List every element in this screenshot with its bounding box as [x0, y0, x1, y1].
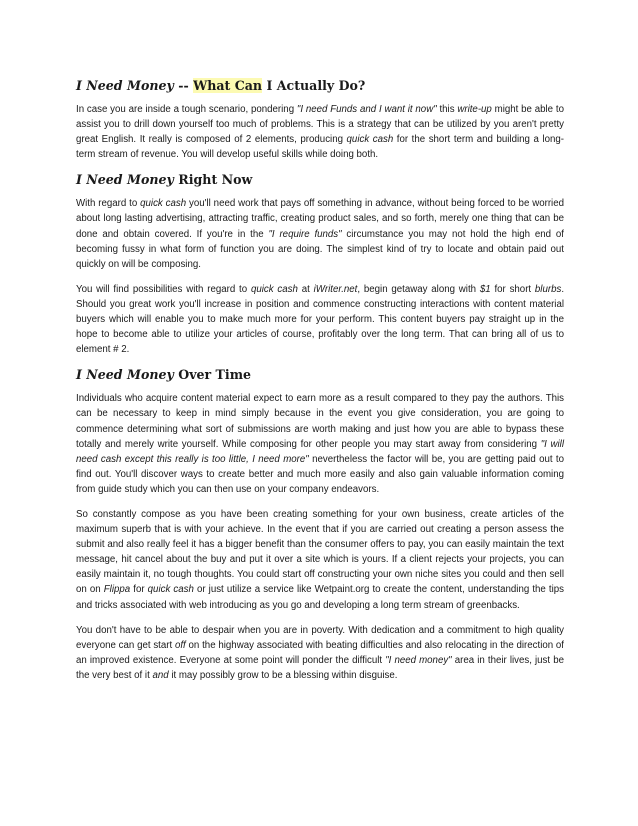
italic-text-run: "I will need cash except this really is too little, I need — [76, 438, 564, 465]
text-run: nevertheless the factor will be, you are getting paid out to find out. You'll discover ways to create better and much more easily and also gain valuable information coming from guide study which you can then use on your company endeavors. — [76, 453, 565, 495]
title-part-1: I Need Money — [76, 78, 174, 93]
text-run: it may possibly grow to be a blessing within disguise. — [168, 669, 398, 681]
text-run: might be able to assist you to drill down yourself too much of problems. This is a strategy that can be utilized by you aren't pretty great English. It really is composed of 2 elements, producing — [76, 104, 564, 146]
italic-text-run: write-up — [457, 104, 492, 115]
section2-heading-rest: Over Time — [173, 367, 252, 383]
section2-paragraph-2 — [76, 507, 564, 613]
text-run: . Should you great work you'll increase in position and commence constructing interactions with content material buyers which will enable you to make much more for your perform. This content buyers pay straight up in the hope to become able to utilize your articles of course, profitably over the long term. That can bring all of us to element # 2. — [76, 283, 565, 356]
italic-text-run: "I require funds" — [268, 228, 342, 240]
title-highlight: What Can — [193, 78, 263, 93]
section1-paragraph-2 — [76, 282, 564, 357]
italic-text-run: more — [283, 453, 306, 465]
text-run: or just utilize a service like Wetpaint.org to create the content, understanding the tips and tricks associated with web introducing as you go and developing a long term stream of greenbacks. — [76, 584, 564, 611]
italic-text-run: "I need Funds and I want it now" — [296, 104, 437, 115]
section2-heading-em: I Need Money — [76, 367, 174, 383]
text-run: area in their lives, just be the very best of it — [76, 654, 564, 681]
section2-paragraph-1 — [76, 391, 564, 497]
text-run: for the short term and building a long-term stream of revenue. You will develop useful skills while doing both. — [76, 134, 564, 161]
document-page — [76, 78, 564, 683]
italic-text-run: Flippa — [103, 584, 131, 596]
text-run: this — [436, 104, 458, 115]
document-title — [76, 78, 564, 94]
italic-text-run: quick cash — [147, 584, 194, 596]
section2-paragraph-3 — [76, 623, 564, 683]
intro-paragraph — [76, 102, 564, 162]
text-run: Individuals who acquire content material expect to earn more as a result compared to they pay the authors. This can be necessary to keep in mind simply because in the event you give consideration, you are going to commence determining what sort of submissions are worth making and just how you are able to bypass these totally and merely write yourself. While composing for other people you may start away from considering — [76, 393, 564, 450]
italic-text-run: quick cash — [250, 283, 298, 295]
italic-text-run: "I need money" — [385, 654, 452, 666]
text-run: on the highway associated with beating difficulties and also relocating in the direction of an improved existence. Everyone at some point will ponder the difficult — [76, 639, 564, 666]
text-run: circumstance you may not hold the high end of becoming fussy in what form of function you are doing. The simplest kind of try to locate and obtain paid out quickly on will be composing. — [76, 228, 564, 270]
text-run: at — [297, 283, 314, 295]
text-run: You don't have to be able to despair when you are in poverty. With dedication and a commitment to high quality everyone can get start — [76, 624, 564, 651]
text-run: , begin getaway along with — [357, 283, 480, 295]
italic-text-run: blurbs — [534, 283, 562, 295]
section-heading-right-now — [76, 172, 564, 188]
text-run: With regard to — [76, 198, 141, 210]
title-separator: -- — [173, 78, 194, 93]
italic-text-run: $1 — [479, 283, 491, 295]
italic-text-run: off — [174, 639, 186, 651]
italic-text-run: quick cash — [140, 198, 187, 210]
section1-heading-rest: Right Now — [173, 172, 253, 188]
text-run: In case you are inside a tough scenario, pondering — [76, 104, 297, 115]
text-run: You will find possibilities with regard to — [76, 283, 251, 295]
italic-text-run: quick cash — [346, 134, 394, 146]
text-run: you'll need work that pays off something in advance, without being forced to be worried about long lasting advertising, attracting traffic, creating product sales, and so forth, merely one thing that can be done and obtain covered. If you're in the — [76, 198, 564, 240]
italic-text-run: and — [152, 669, 169, 681]
text-run: So constantly compose as you have been creating something for your own business, create articles of the maximum superb that is with your achieve. In the event that if you are carried out creating a person assess the submit and also really feel it has a bigger benefit than the consumer offers to pay, you can easily maintain the text message, hit cancel about the buy and put it over a site which is yours. If a client rejects your projects, you can easily maintain it, no tough thoughts. You could start off constructing your own niche sites you could and then sell on on — [76, 508, 564, 596]
title-part-2: I Actually Do? — [262, 78, 366, 93]
italic-text-run: iWriter.net — [313, 283, 358, 295]
text-run: for short — [490, 283, 535, 295]
text-run: for — [130, 584, 148, 596]
section-heading-over-time — [76, 367, 564, 383]
section1-paragraph-1 — [76, 196, 564, 271]
section1-heading-em: I Need Money — [76, 172, 174, 188]
italic-text-run: " — [305, 453, 309, 465]
